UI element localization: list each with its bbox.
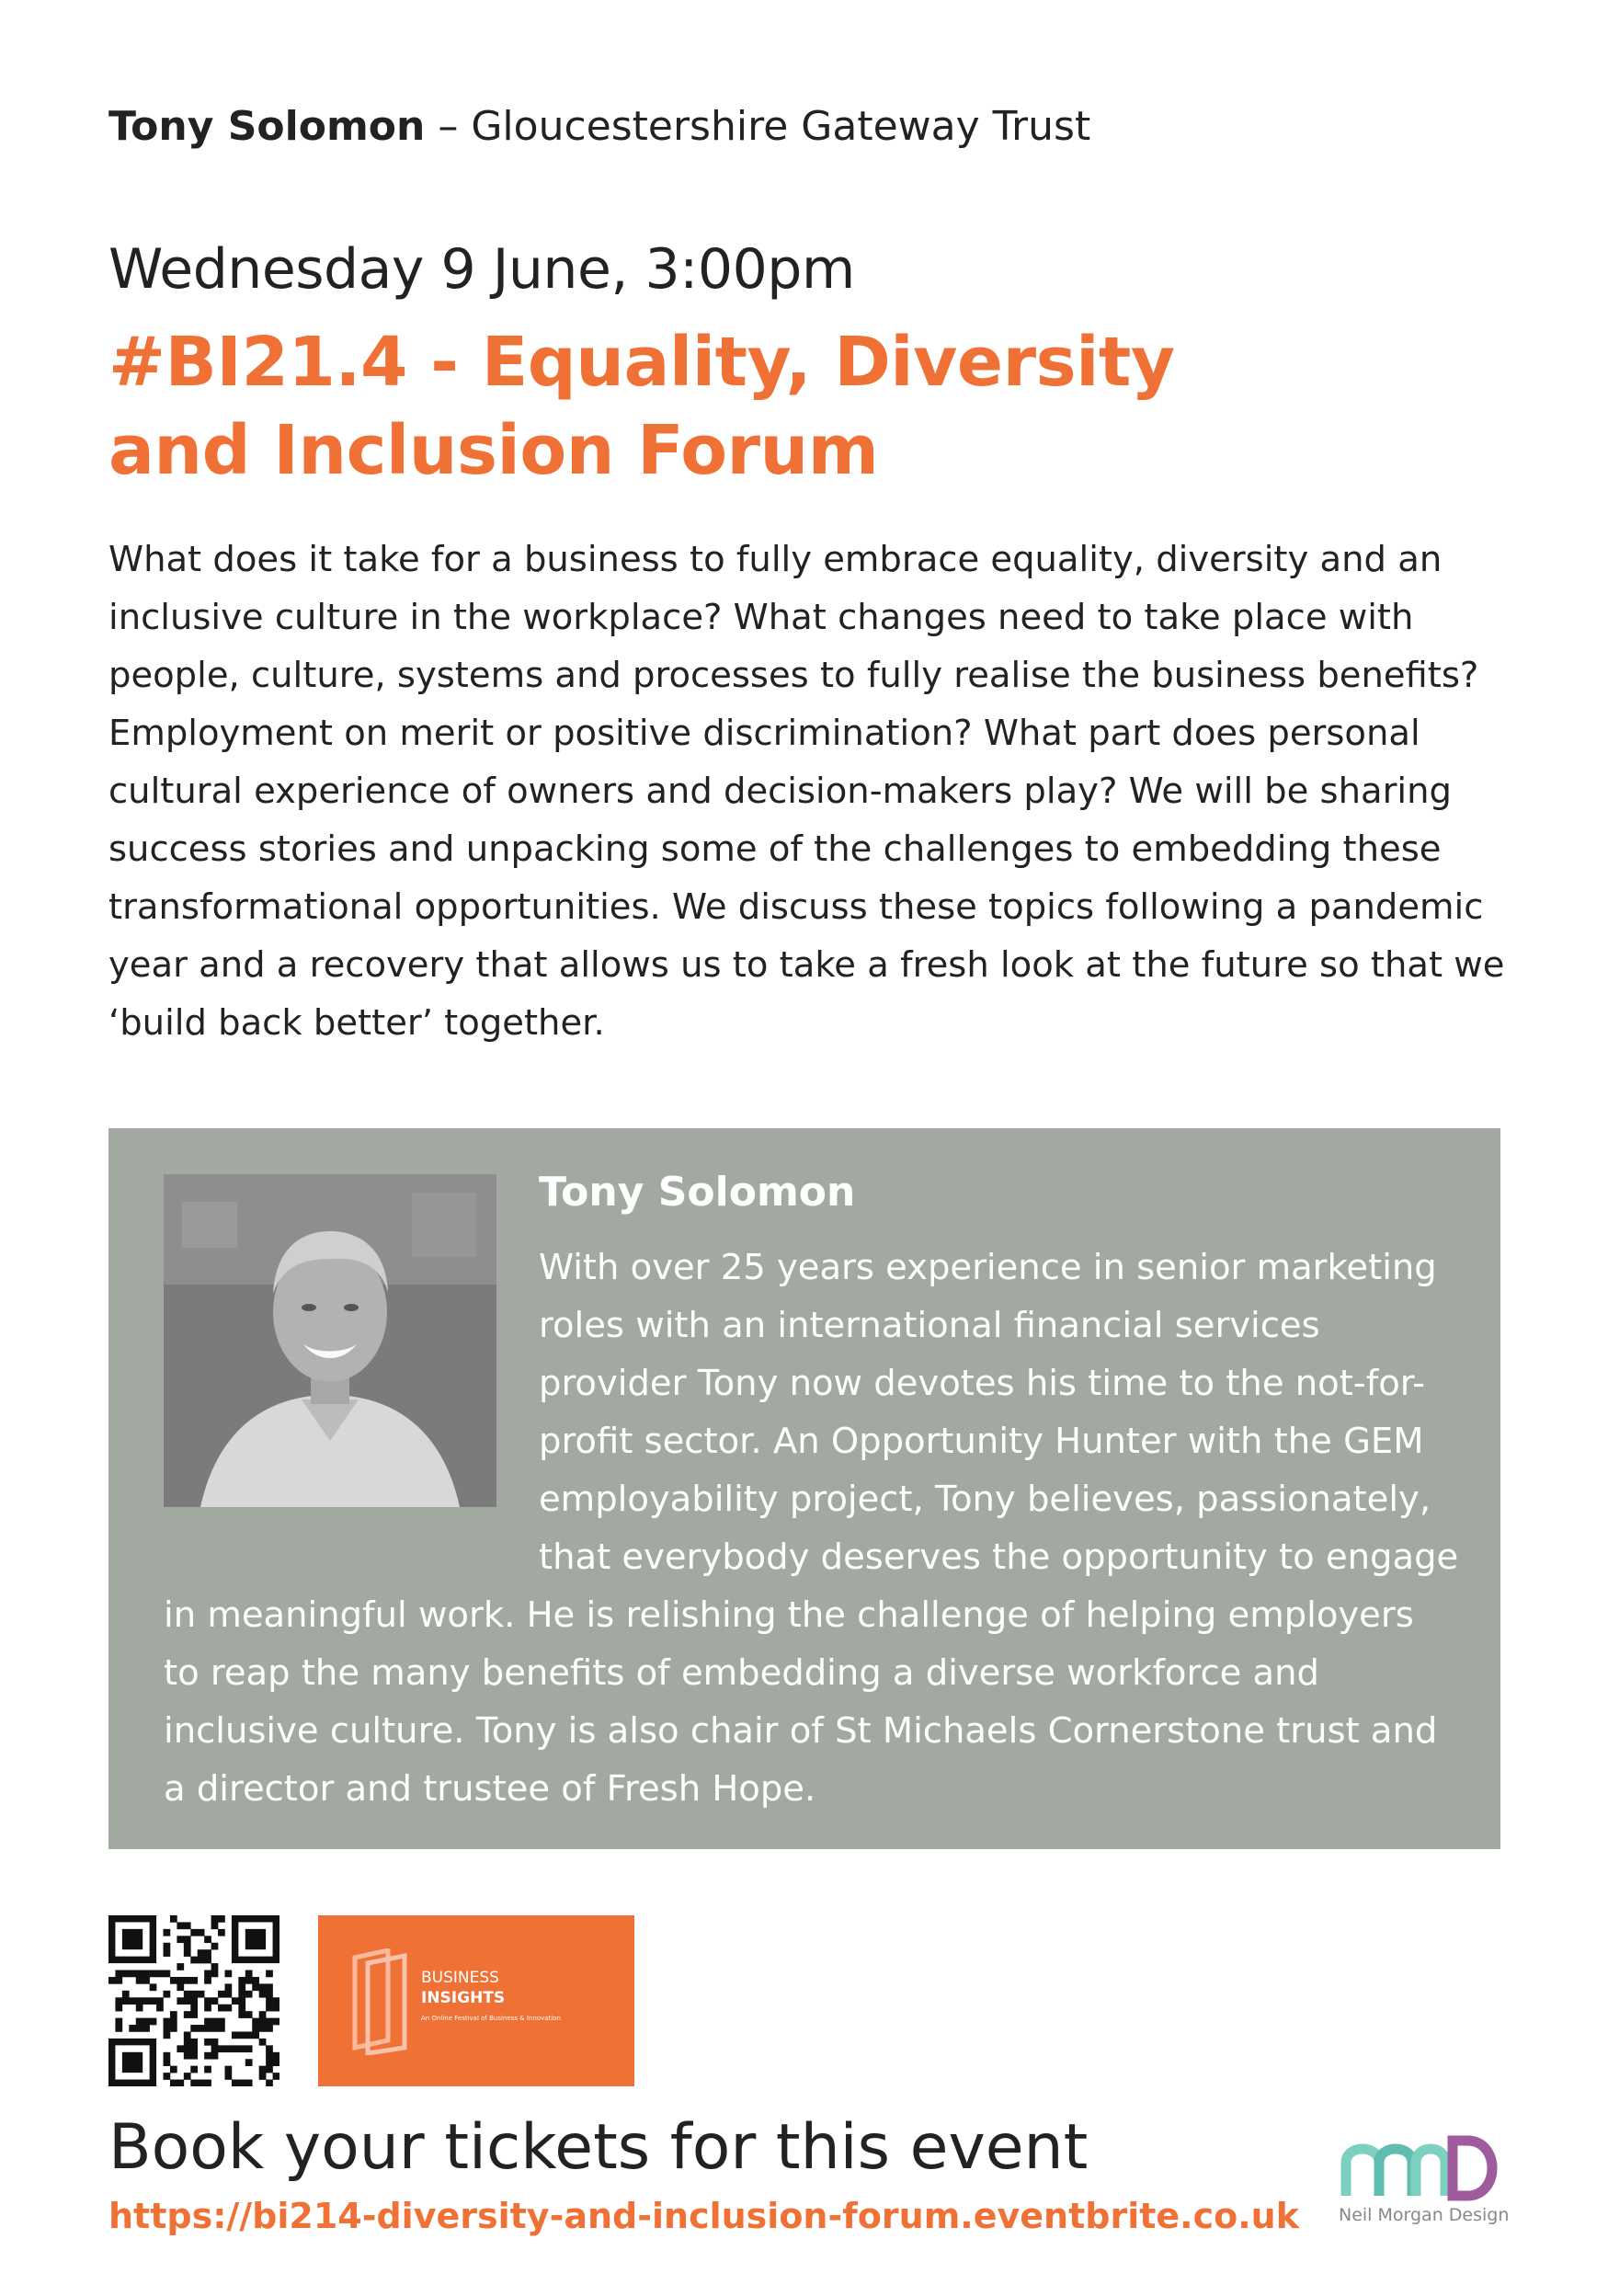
event-title-line2: and Inclusion Forum xyxy=(108,411,879,490)
event-title-line1: #BI21.4 - Equality, Diversity xyxy=(108,323,1175,402)
speaker-org: – Gloucestershire Gateway Trust xyxy=(425,103,1091,150)
logo-line-insights: INSIGHTS xyxy=(421,1989,506,2007)
business-insights-mark-icon xyxy=(351,1948,408,2055)
speaker-name: Tony Solomon xyxy=(108,103,426,150)
event-url-link[interactable]: https://bi214-diversity-and-inclusion-forum.eventbrite.co.uk xyxy=(108,2196,1299,2236)
logo-line-business: BUSINESS xyxy=(421,1969,499,1987)
speaker-heading xyxy=(108,103,1090,150)
qr-code[interactable] xyxy=(108,1915,279,2086)
event-description: What does it take for a business to fully embrace equality, diversity and an inclusive culture in the workplace? What changes need to take place with people, culture, systems and processes to fully realise the business benefits? Employment on merit or positive discrimination? What part does personal cultural experience of owners and decision-makers play? We will be sharing success stories and unpacking some of the challenges to embedding these transformational opportunities. We discuss these topics following a pandemic year and a recovery that allows us to take a fresh look at the future so that we ‘build back better’ together. xyxy=(108,539,1505,1044)
logo-tagline: An Online Festival of Business & Innovation xyxy=(421,2015,561,2022)
bio-text-content: With over 25 years experience in senior marketing roles with an international financial services provider Tony now devotes his time to the not-for-profit sector. An Opportunity Hunter with the GEM employability project, Tony believes, passionately, that everybody deserves the opportunity to engage in meaningful work. He is relishing the challenge of helping employers to reap the many benefits of embedding a diverse workforce and inclusive culture. Tony is also chair of St Michaels Cornerstone trust and a director and trustee of Fresh Hope. xyxy=(164,1247,1459,1810)
event-title xyxy=(108,318,1488,495)
speaker-bio-box xyxy=(108,1128,1500,1849)
business-insights-logo xyxy=(318,1915,634,2086)
book-tickets-heading: Book your tickets for this event xyxy=(108,2111,1089,2184)
bio-text xyxy=(164,1239,1460,1818)
bio-name: Tony Solomon xyxy=(539,1169,856,1216)
event-date: Wednesday 9 June, 3:00pm xyxy=(108,237,855,302)
designer-credit: Neil Morgan Design xyxy=(1339,2205,1510,2225)
